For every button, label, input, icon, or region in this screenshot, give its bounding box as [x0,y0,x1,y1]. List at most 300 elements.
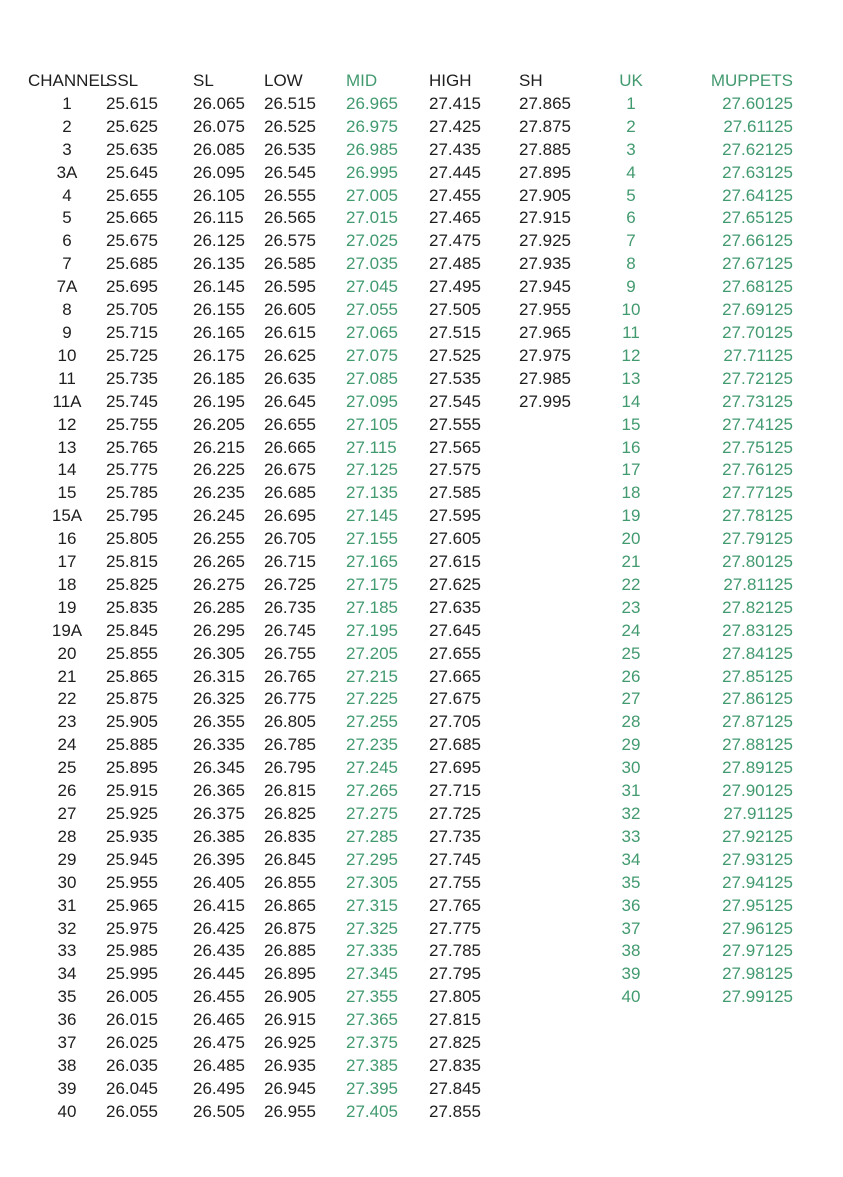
cell-channel: 5 [62,208,72,228]
cell-muppets: 27.92125 [722,826,793,846]
cell-channel: 23 [57,712,77,732]
cell-muppets: 27.66125 [722,231,793,251]
table-row [28,391,793,414]
cell-channel: 17 [57,552,77,572]
cell-channel: 3 [62,139,72,159]
table-row [28,207,793,230]
cell-uk: 17 [621,460,641,480]
table-row [28,299,793,322]
cell-uk: 27 [621,689,641,709]
cell-muppets: 27.73125 [722,391,793,411]
cell-low: 26.745 [264,620,316,640]
cell-sh [519,711,601,734]
cell-low: 26.535 [264,139,316,159]
cell-muppets [661,1101,793,1124]
cell-mid: 27.085 [346,368,398,388]
cell-muppets: 27.81125 [723,574,793,594]
cell-ssl: 25.755 [106,414,158,434]
cell-muppets: 27.64125 [722,185,793,205]
cell-uk: 23 [621,597,641,617]
cell-low: 26.545 [264,162,316,182]
cell-uk: 38 [621,941,641,961]
cell-high: 27.815 [429,1010,481,1030]
cell-high: 27.735 [429,826,481,846]
column-header-muppets: MUPPETS [710,71,793,90]
cell-high: 27.625 [429,574,481,594]
cell-channel: 7A [56,277,78,297]
cell-sh [519,437,601,460]
cell-uk: 1 [626,93,636,113]
cell-uk: 26 [621,666,641,686]
cell-high: 27.845 [429,1078,481,1098]
cell-sh: 27.875 [519,116,571,136]
cell-high: 27.835 [429,1055,481,1075]
cell-muppets [661,1055,793,1078]
cell-sl: 26.135 [193,254,245,274]
cell-high: 27.745 [429,849,481,869]
cell-mid: 27.115 [346,437,397,457]
cell-sl: 26.245 [193,506,245,526]
cell-high: 27.665 [429,666,481,686]
cell-channel: 20 [57,643,77,663]
table-row [28,803,793,826]
cell-ssl: 25.865 [106,666,158,686]
cell-ssl: 25.805 [106,529,158,549]
cell-sh: 27.955 [519,300,571,320]
cell-mid: 27.125 [346,460,398,480]
cell-channel: 38 [57,1055,77,1075]
table-row [28,253,793,276]
cell-mid: 27.235 [346,735,398,755]
cell-uk [601,1055,661,1078]
cell-high: 27.705 [429,712,481,732]
table-row [28,185,793,208]
cell-sh [519,872,601,895]
cell-channel: 9 [62,322,72,342]
cell-sh: 27.975 [519,345,571,365]
cell-low: 26.695 [264,506,316,526]
cell-uk: 5 [626,185,636,205]
cell-high: 27.795 [429,964,481,984]
cell-sl: 26.095 [193,162,245,182]
cell-high: 27.785 [429,941,481,961]
column-header-high: HIGH [429,71,472,90]
cell-channel: 29 [57,849,77,869]
cell-mid: 27.345 [346,964,398,984]
table-body [28,93,793,1124]
cell-high: 27.605 [429,529,481,549]
cell-muppets: 27.97125 [722,941,793,961]
cell-sl: 26.475 [193,1033,245,1053]
table-row [28,963,793,986]
cell-muppets: 27.85125 [722,666,793,686]
cell-muppets [661,1032,793,1055]
cell-sh: 27.885 [519,139,571,159]
cell-sh [519,986,601,1009]
cell-low: 26.865 [264,895,316,915]
cell-sl: 26.365 [193,781,245,801]
cell-sl: 26.445 [193,964,245,984]
cell-high: 27.755 [429,872,481,892]
cell-sh: 27.935 [519,254,571,274]
cell-low: 26.905 [264,987,316,1007]
cell-muppets: 27.95125 [722,895,793,915]
cell-mid: 27.405 [346,1101,398,1121]
cell-low: 26.845 [264,849,316,869]
cell-uk: 29 [621,735,641,755]
table-row [28,895,793,918]
cell-mid: 27.255 [346,712,398,732]
cell-low: 26.705 [264,529,316,549]
table-row [28,711,793,734]
cell-ssl: 25.945 [106,849,158,869]
table-row [28,322,793,345]
table-row [28,780,793,803]
cell-ssl: 25.745 [106,391,158,411]
cell-sh [519,1055,601,1078]
cell-sl: 26.495 [193,1078,245,1098]
table-row [28,734,793,757]
cell-low: 26.755 [264,643,316,663]
cell-uk: 15 [621,414,641,434]
cell-mid: 27.015 [346,208,398,228]
cell-sh [519,505,601,528]
cell-sh [519,1009,601,1032]
cell-muppets: 27.62125 [722,139,793,159]
cell-low: 26.855 [264,872,316,892]
cell-channel: 1 [62,93,72,113]
cell-sl: 26.215 [193,437,245,457]
cell-high: 27.715 [429,781,481,801]
cell-sh [519,482,601,505]
cell-uk: 11 [622,322,640,342]
cell-ssl: 25.855 [106,643,158,663]
cell-high: 27.855 [429,1101,481,1121]
cell-mid: 27.295 [346,849,398,869]
cell-sh [519,643,601,666]
cell-muppets: 27.76125 [722,460,793,480]
cell-mid: 27.005 [346,185,398,205]
cell-muppets: 27.88125 [722,735,793,755]
cell-channel: 15 [57,483,77,503]
table-row [28,368,793,391]
cell-sl: 26.415 [193,895,245,915]
table-row [28,437,793,460]
cell-mid: 27.275 [346,804,398,823]
cell-sl: 26.205 [193,414,245,434]
column-header-sl: SL [193,71,214,90]
table-row [28,1032,793,1055]
cell-sl: 26.395 [193,849,245,869]
cell-ssl: 25.835 [106,597,158,617]
cell-mid: 27.335 [346,941,398,961]
cell-mid: 27.065 [346,322,398,342]
cell-high: 27.585 [429,483,481,503]
table-row [28,849,793,872]
table-row [28,1101,793,1124]
cell-mid: 27.095 [346,391,398,411]
table-row [28,757,793,780]
cell-high: 27.445 [429,162,481,182]
cell-sh: 27.895 [519,162,571,182]
cell-sh [519,459,601,482]
cell-sh [519,826,601,849]
cell-channel: 10 [57,345,77,365]
cell-high: 27.535 [429,368,481,388]
cell-sl: 26.385 [193,826,245,846]
cell-channel: 16 [57,529,77,549]
cell-uk [601,1032,661,1055]
cell-channel: 4 [62,185,72,205]
cell-channel: 13 [57,437,77,457]
cell-ssl: 25.935 [106,826,158,846]
cell-low: 26.625 [264,345,316,365]
cell-muppets: 27.78125 [722,506,793,526]
cell-mid: 27.265 [346,781,398,801]
cell-low: 26.645 [264,391,316,411]
cell-low: 26.805 [264,712,316,732]
cell-sl: 26.125 [193,231,245,251]
cell-uk: 32 [621,804,641,823]
table-row [28,551,793,574]
cell-uk: 12 [621,345,641,365]
cell-high: 27.675 [429,689,481,709]
cell-channel: 19 [57,597,77,617]
cell-uk: 39 [621,964,641,984]
cell-mid: 26.985 [346,139,398,159]
cell-high: 27.545 [429,391,481,411]
cell-ssl: 25.875 [106,689,158,709]
cell-ssl: 25.665 [106,208,158,228]
cell-uk [601,1101,661,1124]
cell-sl: 26.455 [193,987,245,1007]
cell-muppets: 27.70125 [722,322,793,342]
cell-low: 26.785 [264,735,316,755]
cell-muppets: 27.83125 [722,620,793,640]
cell-sh: 27.865 [519,93,571,113]
cell-sh [519,597,601,620]
cell-sh [519,1101,601,1124]
cell-ssl: 25.995 [106,964,158,984]
cell-channel: 39 [57,1078,77,1098]
cell-mid: 27.055 [346,300,398,320]
cell-channel: 18 [57,574,77,594]
cell-high: 27.825 [429,1033,481,1053]
cell-channel: 22 [57,689,77,709]
cell-sh [519,551,601,574]
column-header-uk: UK [619,71,643,90]
cell-ssl: 25.775 [106,460,158,480]
cell-muppets: 27.99125 [722,987,793,1007]
cell-high: 27.725 [429,804,481,823]
cell-ssl: 25.785 [106,483,158,503]
table-row [28,345,793,368]
cell-sh: 27.915 [519,208,571,228]
cell-uk: 16 [621,437,641,457]
cell-sl: 26.325 [193,689,245,709]
column-header-mid: MID [346,71,378,90]
cell-mid: 27.175 [346,574,398,594]
cell-uk: 30 [621,758,641,778]
cell-mid: 27.195 [346,620,398,640]
cell-mid: 27.075 [346,345,398,365]
cell-low: 26.655 [264,414,316,434]
cell-high: 27.555 [429,414,481,434]
cell-sl: 26.105 [193,185,245,205]
cell-channel: 37 [57,1033,77,1053]
cell-sl: 26.305 [193,643,245,663]
cell-uk: 34 [621,849,641,869]
table-row [28,918,793,941]
cell-ssl: 25.615 [106,93,158,113]
cell-high: 27.645 [429,620,481,640]
cell-mid: 27.225 [346,689,398,709]
cell-ssl: 25.915 [106,781,158,801]
cell-ssl: 26.005 [106,987,158,1007]
column-header-sh: SH [519,71,543,90]
cell-muppets: 27.60125 [722,93,793,113]
cell-ssl: 25.685 [106,254,158,274]
cell-sl: 26.185 [193,368,245,388]
table-row [28,872,793,895]
cell-sh [519,574,601,597]
cell-muppets: 27.65125 [722,208,793,228]
cell-high: 27.415 [429,93,481,113]
table-row [28,940,793,963]
cell-channel: 40 [57,1101,77,1121]
cell-ssl: 25.905 [106,712,158,732]
cell-sh [519,803,601,826]
cell-high: 27.775 [429,918,481,938]
cell-channel: 26 [57,781,77,801]
cell-mid: 27.025 [346,231,398,251]
cell-channel: 11A [52,391,82,411]
cell-muppets: 27.94125 [722,872,793,892]
cell-ssl: 25.965 [106,895,158,915]
cell-ssl: 25.635 [106,139,158,159]
cell-low: 26.835 [264,826,316,846]
cell-mid: 27.325 [346,918,398,938]
cell-muppets: 27.89125 [722,758,793,778]
cell-uk: 10 [621,300,641,320]
cell-uk: 8 [626,254,636,274]
cell-channel: 25 [57,758,77,778]
cell-uk: 2 [626,116,636,136]
cell-muppets: 27.74125 [722,414,793,434]
cell-high: 27.615 [429,552,481,572]
cell-ssl: 25.815 [106,552,158,572]
table-row [28,643,793,666]
cell-sl: 26.265 [193,552,245,572]
cell-high: 27.575 [429,460,481,480]
cell-channel: 14 [57,460,77,480]
cell-low: 26.615 [264,322,316,342]
table-row [28,1078,793,1101]
table-row [28,482,793,505]
cell-muppets: 27.93125 [722,849,793,869]
cell-ssl: 25.655 [106,185,158,205]
column-header-ssl: SSL [106,71,139,90]
cell-sl: 26.155 [193,300,245,320]
cell-uk: 40 [621,987,641,1007]
cell-channel: 21 [57,666,77,686]
cell-sh [519,895,601,918]
header-row [28,70,793,93]
cell-muppets: 27.69125 [722,300,793,320]
cell-muppets: 27.72125 [722,368,793,388]
cell-low: 26.825 [264,804,316,823]
cell-low: 26.575 [264,231,316,251]
cell-mid: 27.185 [346,597,398,617]
table-header [28,70,793,93]
cell-ssl: 26.035 [106,1055,158,1075]
cell-ssl: 25.675 [106,231,158,251]
cell-uk: 36 [621,895,641,915]
cell-low: 26.585 [264,254,316,274]
cell-ssl: 25.955 [106,872,158,892]
channel-frequency-table [28,70,793,1124]
cell-low: 26.935 [264,1055,316,1075]
cell-high: 27.595 [429,506,481,526]
cell-sl: 26.375 [193,804,245,823]
cell-ssl: 25.845 [106,620,158,640]
cell-muppets: 27.77125 [722,483,793,503]
cell-mid: 27.305 [346,872,398,892]
cell-uk: 28 [621,712,641,732]
cell-sl: 26.345 [193,758,245,778]
cell-channel: 35 [57,987,77,1007]
cell-ssl: 25.895 [106,758,158,778]
cell-muppets: 27.67125 [722,254,793,274]
column-header-channel: CHANNEL [28,71,110,90]
cell-muppets: 27.90125 [722,781,793,801]
cell-ssl: 25.825 [106,574,158,594]
cell-muppets [661,1009,793,1032]
cell-sl: 26.485 [193,1055,245,1075]
cell-low: 26.895 [264,964,316,984]
cell-ssl: 26.045 [106,1078,158,1098]
cell-sh [519,757,601,780]
cell-sh [519,940,601,963]
cell-ssl: 25.885 [106,735,158,755]
cell-uk [601,1078,661,1101]
cell-channel: 2 [62,116,72,136]
cell-uk: 31 [621,781,641,801]
cell-muppets: 27.61125 [723,116,793,136]
cell-mid: 26.975 [346,116,398,136]
cell-muppets: 27.91125 [723,804,793,823]
cell-mid: 27.355 [346,987,398,1007]
cell-ssl: 25.715 [106,322,158,342]
cell-ssl: 25.985 [106,941,158,961]
cell-muppets: 27.84125 [722,643,793,663]
cell-muppets: 27.63125 [722,162,793,182]
cell-channel: 34 [57,964,77,984]
cell-mid: 27.245 [346,758,398,778]
cell-sh: 27.995 [519,391,571,411]
cell-sl: 26.235 [193,483,245,503]
cell-sl: 26.085 [193,139,245,159]
cell-sh [519,1032,601,1055]
cell-low: 26.945 [264,1078,316,1098]
cell-high: 27.685 [429,735,481,755]
cell-uk: 25 [621,643,641,663]
cell-high: 27.525 [429,345,481,365]
cell-muppets: 27.80125 [722,552,793,572]
cell-mid: 27.365 [346,1010,398,1030]
cell-low: 26.765 [264,666,316,686]
cell-low: 26.555 [264,185,316,205]
